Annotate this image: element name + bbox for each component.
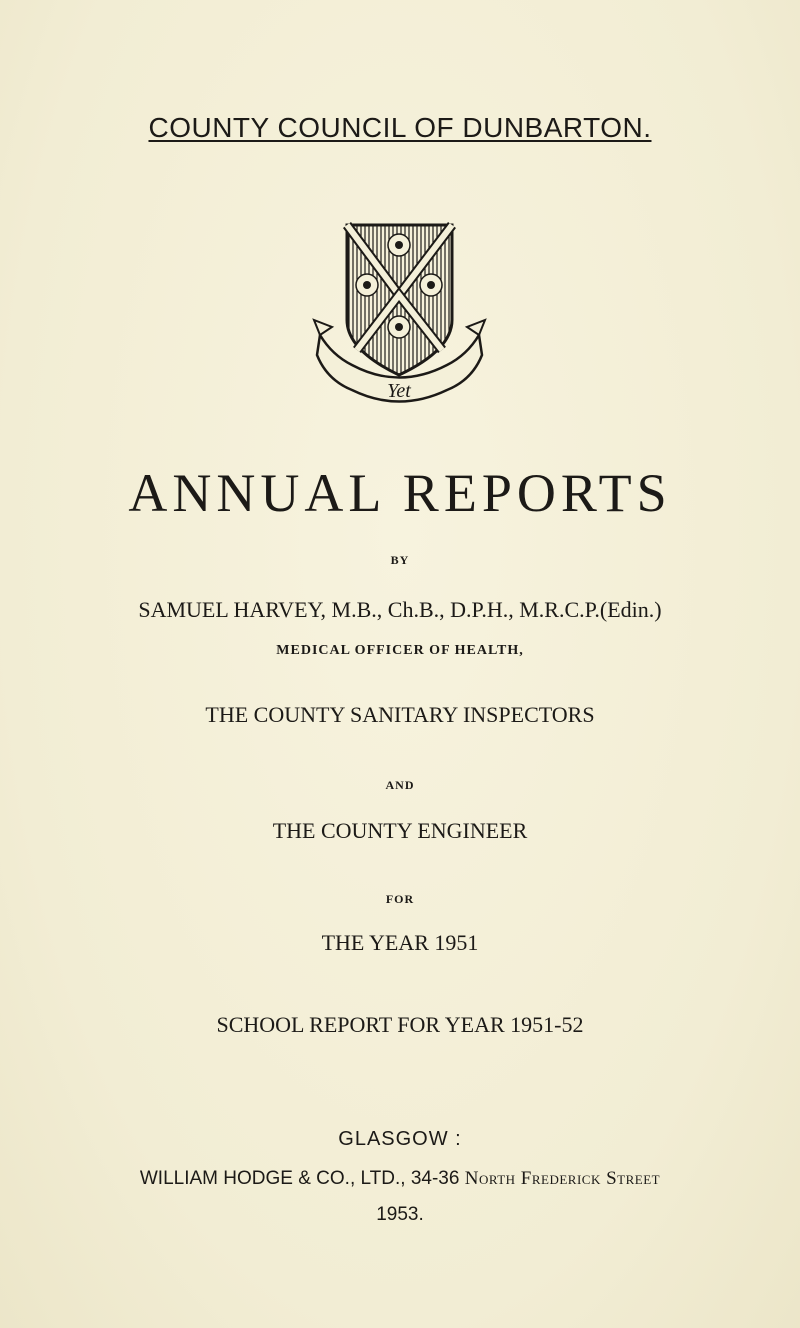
imprint-year: 1953. (376, 1204, 424, 1225)
inspectors-line: THE COUNTY SANITARY INSPECTORS (205, 702, 595, 727)
imprint-printer-name: WILLIAM HODGE & CO., LTD., 34-36 (139, 1168, 460, 1189)
council-heading (0, 112, 800, 144)
crest-motto: Yet (387, 380, 411, 402)
imprint-street: North Frederick Street (464, 1168, 661, 1189)
author-name: SAMUEL HARVEY, M.B., Ch.B., D.P.H., M.R.C.P.(Edin.) (138, 597, 662, 622)
for-label: FOR (385, 892, 415, 906)
report-year: THE YEAR 1951 (321, 930, 479, 955)
coat-of-arms-crest (312, 215, 487, 415)
author-position: MEDICAL OFFICER OF HEALTH, (276, 643, 524, 658)
school-report-line: SCHOOL REPORT FOR YEAR 1951-52 (216, 1012, 584, 1037)
and-label: AND (385, 778, 415, 792)
main-title: ANNUAL REPORTS (128, 463, 672, 523)
imprint-printer (0, 1168, 800, 1190)
imprint-city: GLASGOW : (338, 1128, 462, 1150)
engineer-line: THE COUNTY ENGINEER (272, 818, 528, 843)
by-label: BY (390, 553, 410, 567)
council-heading-text: COUNTY COUNCIL OF DUNBARTON. (148, 112, 652, 143)
